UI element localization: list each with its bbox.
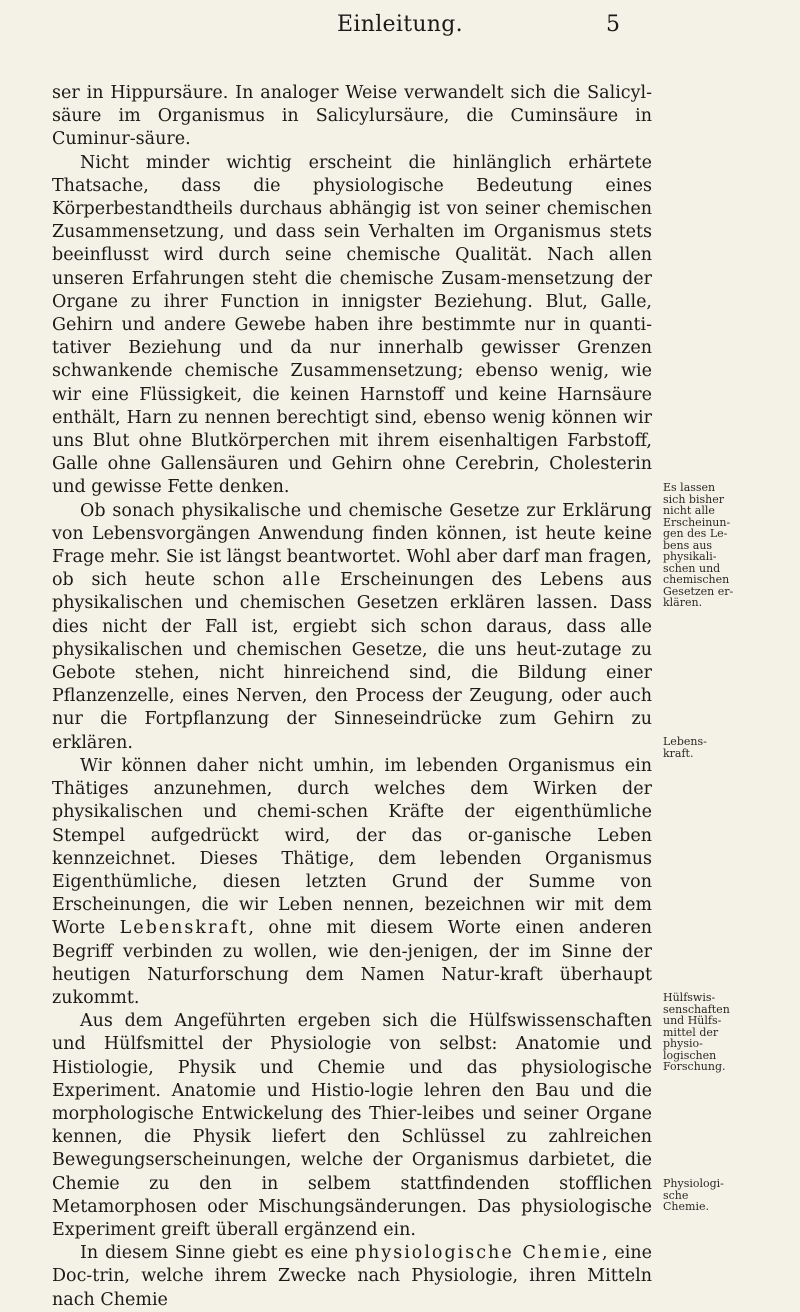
margin-note-line: bens aus bbox=[663, 538, 713, 552]
text-segment: ser in Hippursäure. In analoger Weise verwandelt sich die Salicyl-säure im Organismus in Salicylursäure, die Cuminsäure in Cuminur-säure. bbox=[52, 83, 652, 150]
margin-note-line: senschaften bbox=[663, 1002, 730, 1016]
margin-note-line: Forschung. bbox=[663, 1060, 726, 1073]
margin-note-line: sich bisher bbox=[663, 492, 724, 506]
text-segment: Aus dem Angeführten ergeben sich die Hülfswissenschaften und Hülfsmittel der Physiologie von selbst: Anatomie und Histiologie, Physik und Chemie und das physiologische Experiment. Anatomie und Histio-logie lehren den Bau und die morphologische Entwickelung des Thier-leibes und seiner Organe kennen, die Physik liefert den Schlüssel zu zahlreichen Bewegungserscheinungen, welche der Organismus darbietet, die Chemie zu den in selbem stattfindenden stofflichen Metamorphosen oder Mischungsänderungen. Das physiologische Experiment greift überall ergänzend ein. bbox=[52, 1011, 652, 1240]
margin-note-line: Gesetzen er- bbox=[663, 584, 734, 598]
margin-note-3 bbox=[663, 992, 735, 1073]
margin-note-line: chemischen bbox=[663, 573, 730, 586]
emphasized-text: alle bbox=[282, 570, 323, 591]
text-segment: Ob sonach physikalische und chemische Gesetze zur Erklärung von Lebensvorgängen Anwendung finden können, ist heute keine Frage mehr. Sie ist längst beantwortet. Wohl aber darf man fragen, ob sich heute schon bbox=[52, 500, 652, 591]
margin-note-line: klären. bbox=[663, 596, 703, 609]
text-segment: In diesem Sinne giebt es eine bbox=[80, 1243, 355, 1264]
margin-note-line: Physiologi- bbox=[663, 1177, 724, 1190]
margin-note-line: kraft. bbox=[663, 746, 694, 760]
paragraph bbox=[52, 500, 652, 755]
margin-note-2 bbox=[663, 736, 735, 759]
margin-note-1 bbox=[663, 482, 735, 609]
text-segment: Nicht minder wichtig erscheint die hinlänglich erhärtete Thatsache, dass die physiologische Bedeutung eines Körperbestandtheils durchaus abhängig ist von seiner chemischen Zusammensetzung, und dass sein Verhalten im Organismus stets beeinflusst wird durch seine chemische Qualität. Nach allen unseren Erfahrungen steht die chemische Zusam-mensetzung der Organe zu ihrer Function in innigster Beziehung. Blut, Galle, Gehirn und andere Gewebe haben ihre bestimmte nur in quanti-tativer Beziehung und da nur innerhalb gewisser Grenzen schwankende chemische Zusammensetzung; ebenso wenig, wie wir eine Flüssigkeit, die keinen Harnstoff und keine Harnsäure enthält, Harn zu nennen berechtigt sind, ebenso wenig können wir uns Blut ohne Blutkörperchen mit ihrem eisenhaltigen Farbstoff, Galle ohne Gallensäuren und Gehirn ohne Cerebrin, Cholesterin und gewisse Fette denken. bbox=[52, 152, 652, 498]
margin-note-line: gen des Le- bbox=[663, 527, 728, 540]
text-segment: Wir können daher nicht umhin, im lebenden Organismus ein Thätiges anzunehmen, durch welches dem Wirken der physikalischen und chemi-schen Kräfte der eigenthümliche Stempel aufgedrückt wird, der das or-ganische Leben kennzeichnet. Dieses Thätige, dem lebenden Organismus Eigenthümliche, diesen letzten Grund der Summe von Erscheinungen, die wir Leben nennen, bezeichnen wir mit dem Worte bbox=[52, 755, 652, 939]
chapter-title: Einleitung. bbox=[337, 12, 463, 37]
margin-note-line: Hülfswis- bbox=[663, 991, 716, 1004]
running-header bbox=[0, 12, 800, 40]
margin-note-line: mittel der bbox=[663, 1025, 719, 1039]
margin-note-line: Lebens- bbox=[663, 735, 707, 748]
margin-note-line: Chemie. bbox=[663, 1200, 709, 1213]
page-number: 5 bbox=[606, 12, 620, 37]
margin-note-line: physikali- bbox=[663, 550, 717, 563]
main-text-column bbox=[52, 82, 652, 1312]
text-segment: , ohne mit diesem Worte einen anderen Begriff verbinden zu wollen, wie den-jenigen, der im Sinne der heutigen Naturforschung dem Namen Natur-kraft überhaupt zukommt. bbox=[52, 918, 652, 1008]
text-segment: Erscheinungen des Lebens aus physikalischen und chemischen Gesetzen erklären lassen. Dass dies nicht der Fall ist, ergiebt sich schon daraus, dass alle physikalischen und chemischen Gesetze, die uns heut-zutage zu Gebote stehen, nicht hinreichend sind, die Bildung einer Pflanzenzelle, eines Nerven, den Process der Zeugung, oder auch nur die Fortpflanzung der Sinneseindrücke zum Gehirn zu erklären. bbox=[52, 570, 652, 753]
paragraph bbox=[52, 755, 652, 1010]
emphasized-text: Lebenskraft bbox=[119, 918, 249, 939]
emphasized-text: physiologische Chemie bbox=[354, 1243, 603, 1264]
margin-note-line: nicht alle bbox=[663, 504, 715, 517]
paragraph bbox=[52, 1242, 652, 1312]
text-segment: , eine Doc-trin, welche ihrem Zwecke nach Physiologie, ihren Mitteln nach Chemie bbox=[52, 1243, 652, 1310]
margin-note-line: logischen bbox=[663, 1048, 717, 1062]
paragraph bbox=[52, 1010, 652, 1242]
margin-note-line: sche bbox=[663, 1188, 689, 1202]
margin-note-line: und Hülfs- bbox=[663, 1014, 722, 1027]
paragraph bbox=[52, 82, 652, 152]
margin-note-4 bbox=[663, 1178, 735, 1213]
margin-note-line: Erscheinun- bbox=[663, 515, 731, 529]
paragraph bbox=[52, 152, 652, 500]
margin-note-line: physio- bbox=[663, 1037, 703, 1050]
margin-note-line: schen und bbox=[663, 561, 721, 575]
margin-note-line: Es lassen bbox=[663, 481, 716, 494]
